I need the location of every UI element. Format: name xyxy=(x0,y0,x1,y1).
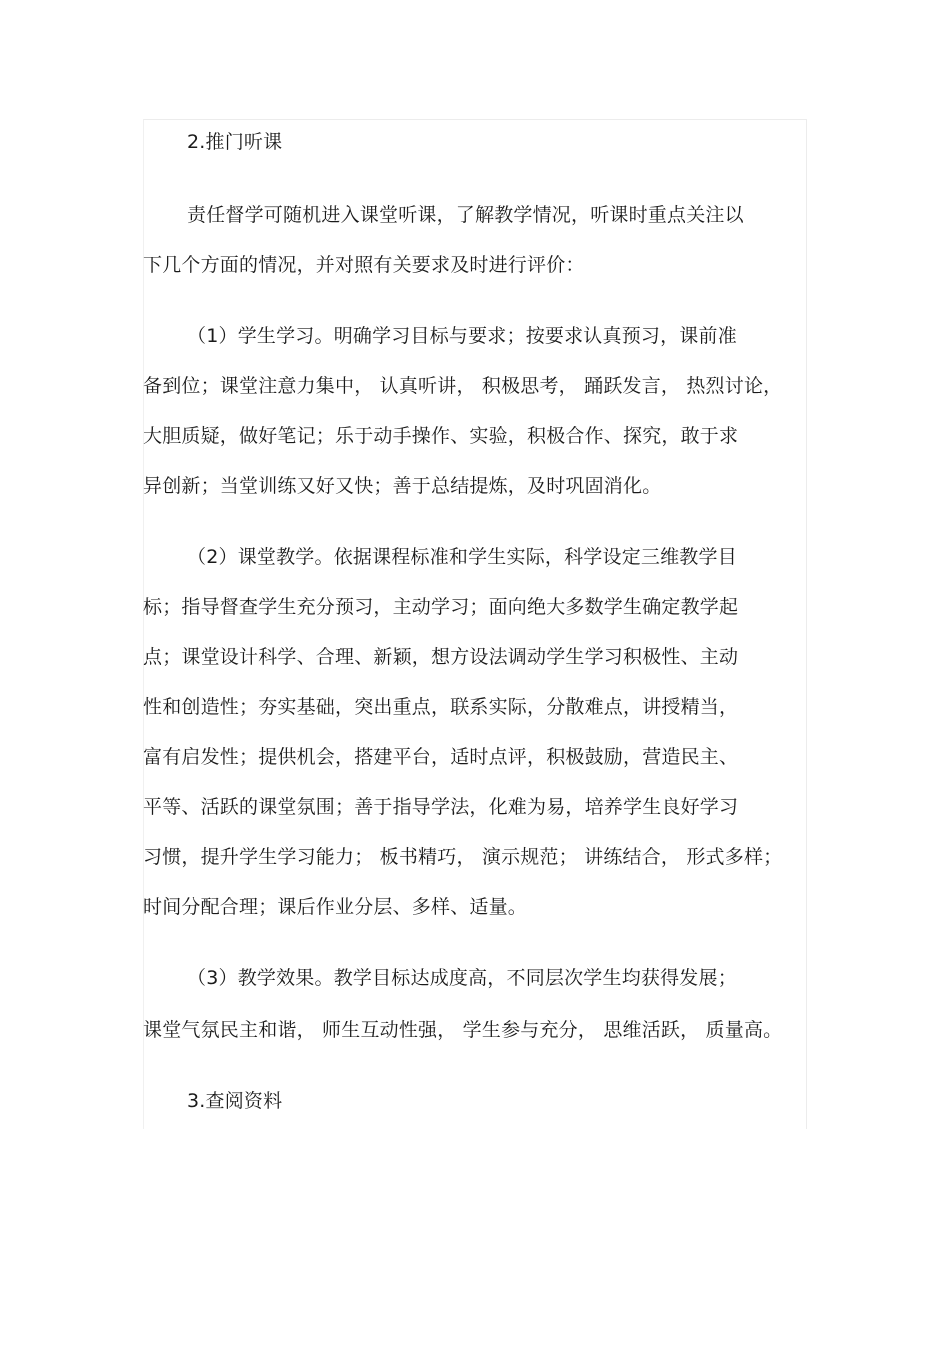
item-1-line-3: 大胆质疑，做好笔记；乐于动手操作、实验，积极合作、探究，敢于求 xyxy=(143,425,739,447)
item-2-line-1: （2）课堂教学。依据课程标准和学生实际，科学设定三维教学目 xyxy=(187,546,737,568)
intro-line-1: 责任督学可随机进入课堂听课，了解教学情况，听课时重点关注以 xyxy=(187,204,744,226)
item-2-line-6: 平等、活跃的课堂氛围；善于指导学法，化难为易，培养学生良好学习 xyxy=(143,796,739,818)
section-heading-3: 3.查阅资料 xyxy=(187,1090,283,1112)
item-3-line-2: 课堂气氛民主和谐， 师生互动性强， 学生参与充分， 思维活跃， 质量高。 xyxy=(143,1019,783,1041)
item-1-line-1: （1）学生学习。明确学习目标与要求；按要求认真预习，课前准 xyxy=(187,325,737,347)
item-1-line-2: 备到位；课堂注意力集中， 认真听讲， 积极思考， 踊跃发言， 热烈讨论， xyxy=(143,375,783,397)
item-2-line-3: 点；课堂设计科学、合理、新颖，想方设法调动学生学习积极性、主动 xyxy=(143,646,739,668)
item-3-line-1: （3）教学效果。教学目标达成度高，不同层次学生均获得发展； xyxy=(187,967,737,989)
item-2-line-2: 标；指导督查学生充分预习，主动学习；面向绝大多数学生确定教学起 xyxy=(143,596,739,618)
item-2-line-8: 时间分配合理；课后作业分层、多样、适量。 xyxy=(143,896,528,918)
item-1-line-4: 异创新；当堂训练又好又快；善于总结提炼，及时巩固消化。 xyxy=(143,475,662,497)
item-2-line-4: 性和创造性；夯实基础，突出重点，联系实际，分散难点，讲授精当， xyxy=(143,696,739,718)
item-2-line-7: 习惯，提升学生学习能力； 板书精巧， 演示规范； 讲练结合， 形式多样； xyxy=(143,846,783,868)
section-heading-2: 2.推门听课 xyxy=(187,131,283,153)
item-2-line-5: 富有启发性；提供机会，搭建平台，适时点评，积极鼓励，营造民主、 xyxy=(143,746,739,768)
intro-line-2: 下几个方面的情况，并对照有关要求及时进行评价： xyxy=(143,254,585,276)
